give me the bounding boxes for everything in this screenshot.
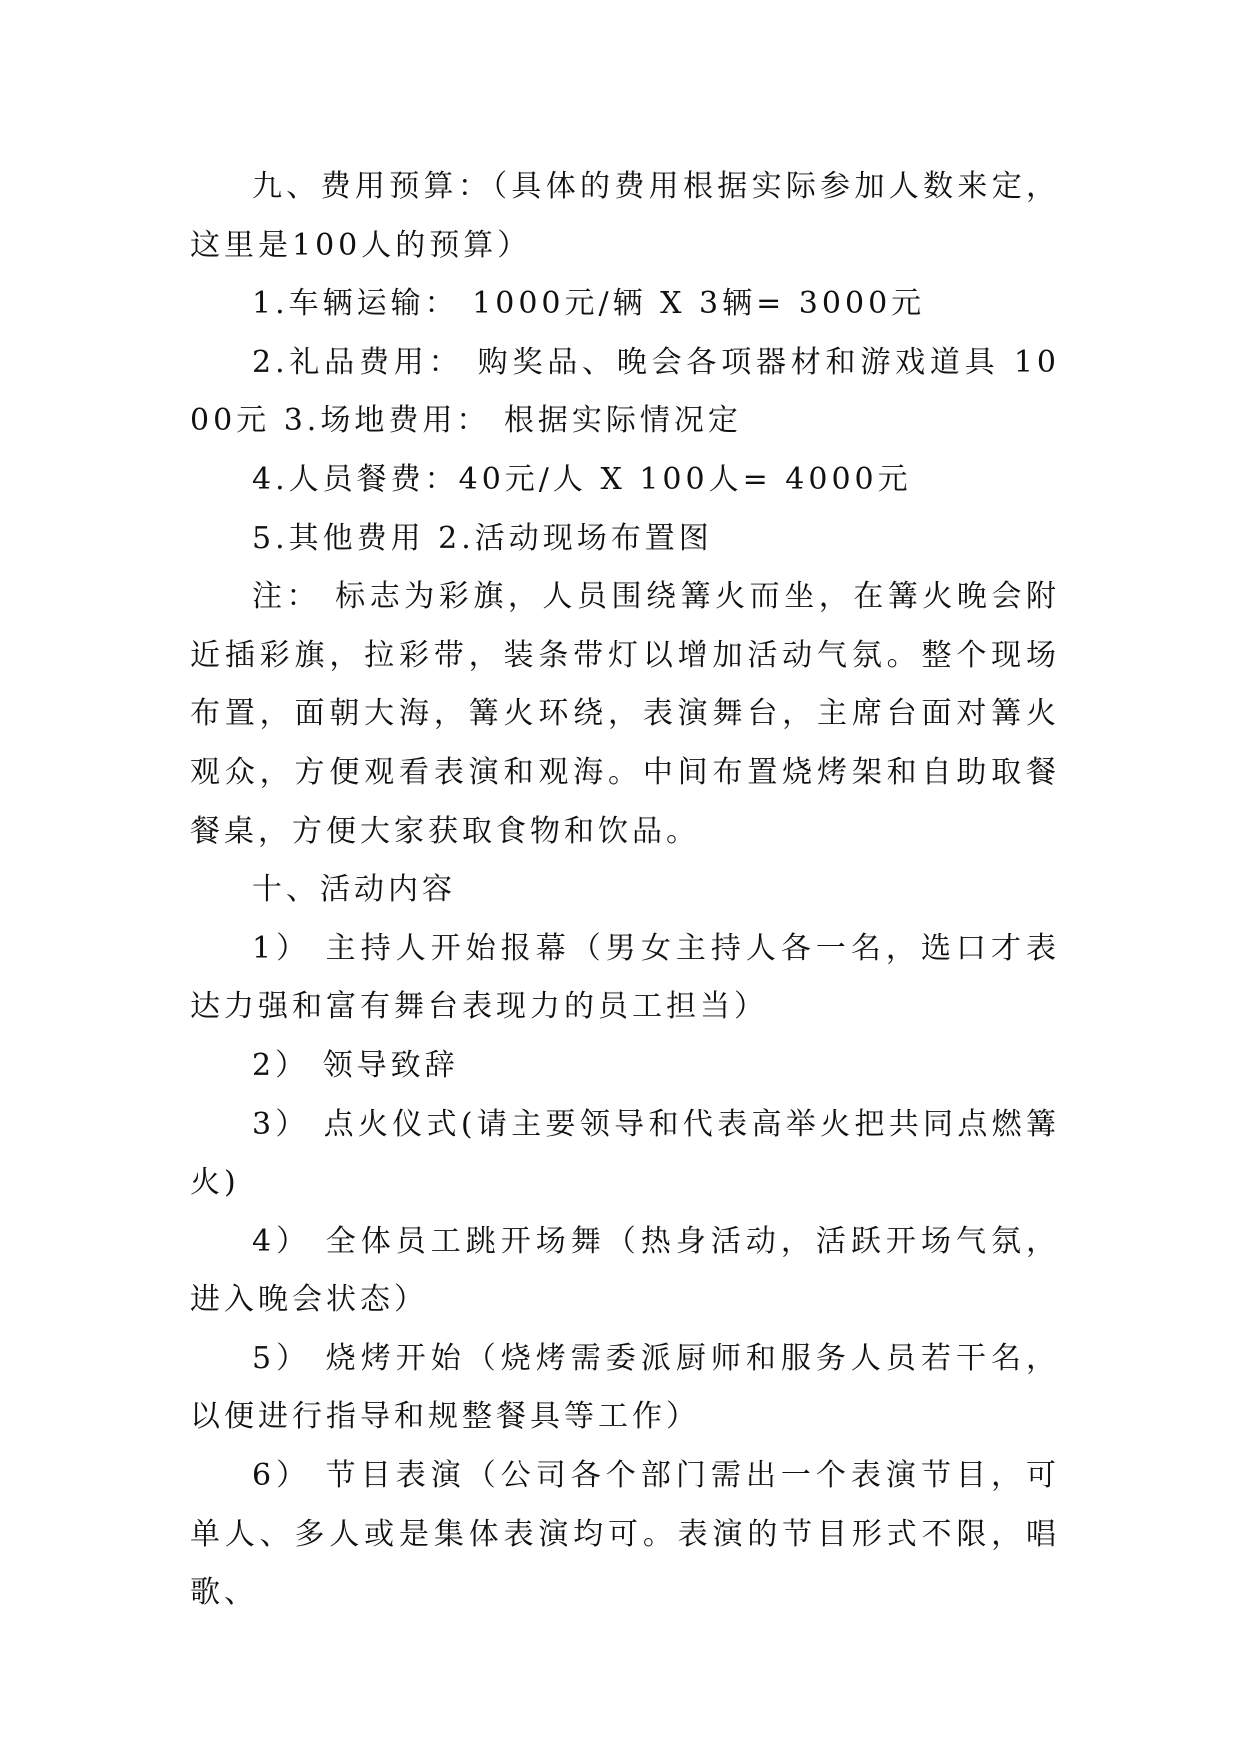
activity-item: 2） 领导致辞 (252, 1047, 459, 1083)
activity-item: 6） 节目表演（公司各个部门需出一个表演节目，可单人、多人或是集体表演均可。表演的节目形式不限，唱歌、 (190, 1458, 1060, 1611)
activity-item: 3） 点火仪式(请主要领导和代表高举火把共同点燃篝火) (190, 1106, 1060, 1201)
budget-item-transport: 1.车辆运输： 1000元/辆 X 3辆= 3000元 (252, 286, 926, 322)
activity-heading: 十、活动内容 (252, 872, 456, 908)
document-body (190, 158, 1060, 1623)
layout-note: 注： 标志为彩旗，人员围绕篝火而坐，在篝火晚会附近插彩旗，拉彩带，装条带灯以增加活动气氛。整个现场布置，面朝大海，篝火环绕，表演舞台，主席台面对篝火观众，方便观看表演和观海。中间布置烧烤架和自助取餐餐桌，方便大家获取食物和饮品。 (190, 579, 1060, 849)
budget-item-other: 5.其他费用 2.活动现场布置图 (252, 520, 713, 556)
activity-item: 5） 烧烤开始（烧烤需委派厨师和服务人员若干名，以便进行指导和规整餐具等工作） (190, 1340, 1060, 1435)
activity-item: 1） 主持人开始报幕（男女主持人各一名，选口才表达力强和富有舞台表现力的员工担当） (190, 930, 1060, 1025)
budget-item-gifts-venue: 2.礼品费用： 购奖品、晚会各项器材和游戏道具 1000元 3.场地费用： 根据实际情况定 (190, 344, 1060, 439)
activity-item: 4） 全体员工跳开场舞（热身活动，活跃开场气氛，进入晚会状态） (190, 1223, 1060, 1318)
budget-heading: 九、费用预算：（具体的费用根据实际参加人数来定，这里是100人的预算） (190, 169, 1060, 263)
budget-item-meals: 4.人员餐费：40元/人 X 100人= 4000元 (252, 461, 912, 497)
